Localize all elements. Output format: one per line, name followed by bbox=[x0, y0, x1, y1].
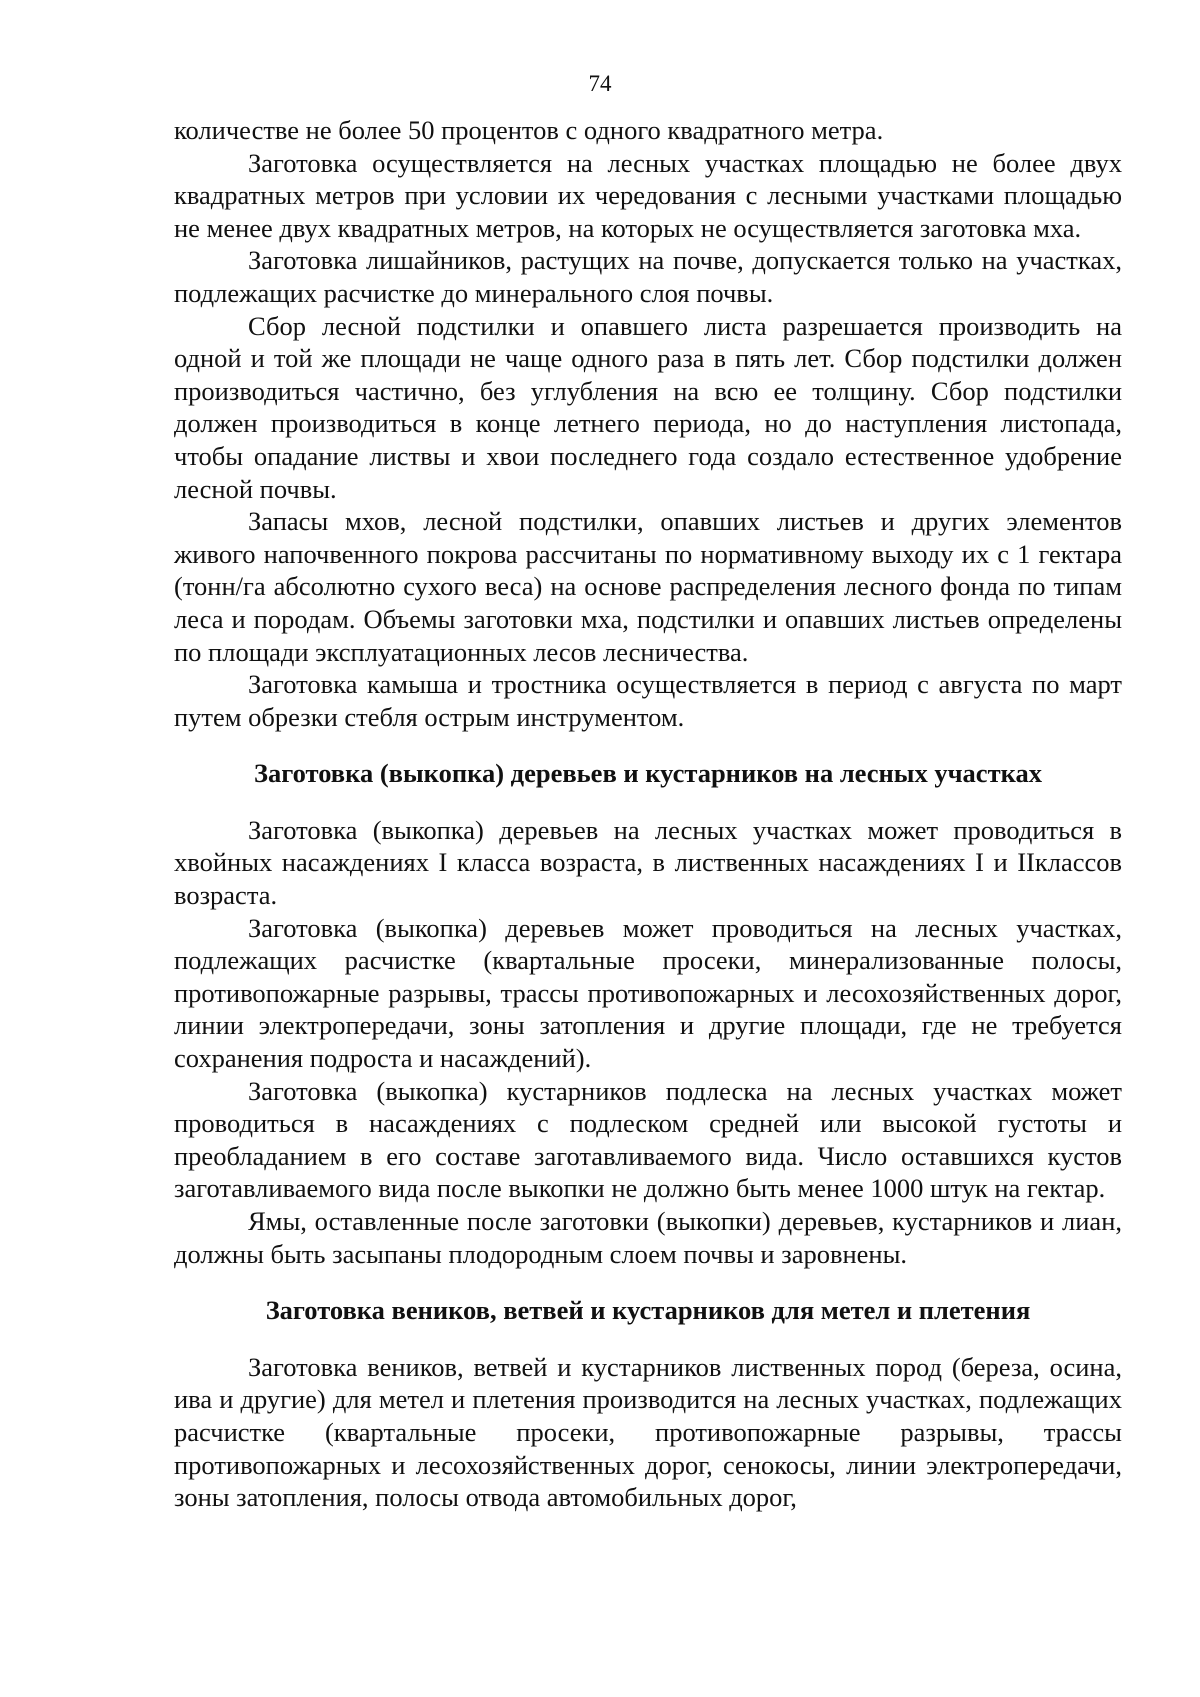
paragraph: Заготовка веников, ветвей и кустарников лиственных пород (береза, осина, ива и другие) для метел и плетения производится на лесных участках, подлежащих расчистке (квартальные просеки, противопожарные разрывы, трассы противопожарных и лесохозяйственных дорог, сенокосы, линии электропередачи, зоны затопления, полосы отвода автомобильных дорог, bbox=[174, 1351, 1122, 1513]
paragraph: Сбор лесной подстилки и опавшего листа разрешается производить на одной и той же площади не чаще одного раза в пять лет. Сбор подстилки должен производиться частично, без углубления на всю ее толщину. Сбор подстилки должен производиться в конце летнего периода, но до наступления листопада, чтобы опадание листвы и хвои последнего года создало естественное удобрение лесной почвы. bbox=[174, 310, 1122, 504]
paragraph: количестве не более 50 процентов с одного квадратного метра. bbox=[174, 115, 884, 145]
section-heading: Заготовка (выкопка) деревьев и кустарников на лесных участках bbox=[254, 758, 1042, 789]
paragraph: Заготовка лишайников, растущих на почве, допускается только на участках, подлежащих расчистке до минерального слоя почвы. bbox=[174, 245, 1122, 308]
paragraph: Запасы мхов, лесной подстилки, опавших листьев и других элементов живого напочвенного покрова рассчитаны по нормативному выходу их с 1 гектара (тонн/га абсолютно сухого веса) на основе распределения лесного фонда по типам леса и породам. Объемы заготовки мха, подстилки и опавших листьев определены по площади эксплуатационных лесов лесничества. bbox=[174, 506, 1122, 667]
section-heading: Заготовка веников, ветвей и кустарников для метел и плетения bbox=[265, 1295, 1031, 1326]
paragraph: Ямы, оставленные после заготовки (выкопки) деревьев, кустарников и лиан, должны быть засыпаны плодородным слоем почвы и заровнены. bbox=[174, 1206, 1122, 1269]
paragraph: Заготовка (выкопка) деревьев на лесных участках может проводиться в хвойных насаждениях I класса возраста, в лиственных насаждениях I и IIклассов возраста. bbox=[174, 814, 1122, 911]
paragraph: Заготовка (выкопка) деревьев может проводиться на лесных участках, подлежащих расчистке (квартальные просеки, минерализованные полосы, противопожарные разрывы, трассы противопожарных и лесохозяйственных дорог, линии электропередачи, зоны затопления и другие площади, где не требуется сохранения подроста и насаждений). bbox=[174, 912, 1122, 1074]
paragraph: Заготовка осуществляется на лесных участках площадью не более двух квадратных метров при условии их чередования с лесными участками площадью не менее двух квадратных метров, на которых не осуществляется заготовка мха. bbox=[174, 147, 1122, 243]
document-body bbox=[174, 114, 1122, 1514]
paragraph: Заготовка (выкопка) кустарников подлеска на лесных участках может проводиться в насаждениях с подлеском средней или высокой густоты и преобладанием в его составе заготавливаемого вида. Число оставшихся кустов заготавливаемого вида после выкопки не должно быть менее 1000 штук на гектар. bbox=[174, 1075, 1122, 1204]
page-number: 74 bbox=[588, 71, 612, 96]
paragraph: Заготовка камыша и тростника осуществляется в период с августа по март путем обрезки стебля острым инструментом. bbox=[174, 669, 1122, 732]
